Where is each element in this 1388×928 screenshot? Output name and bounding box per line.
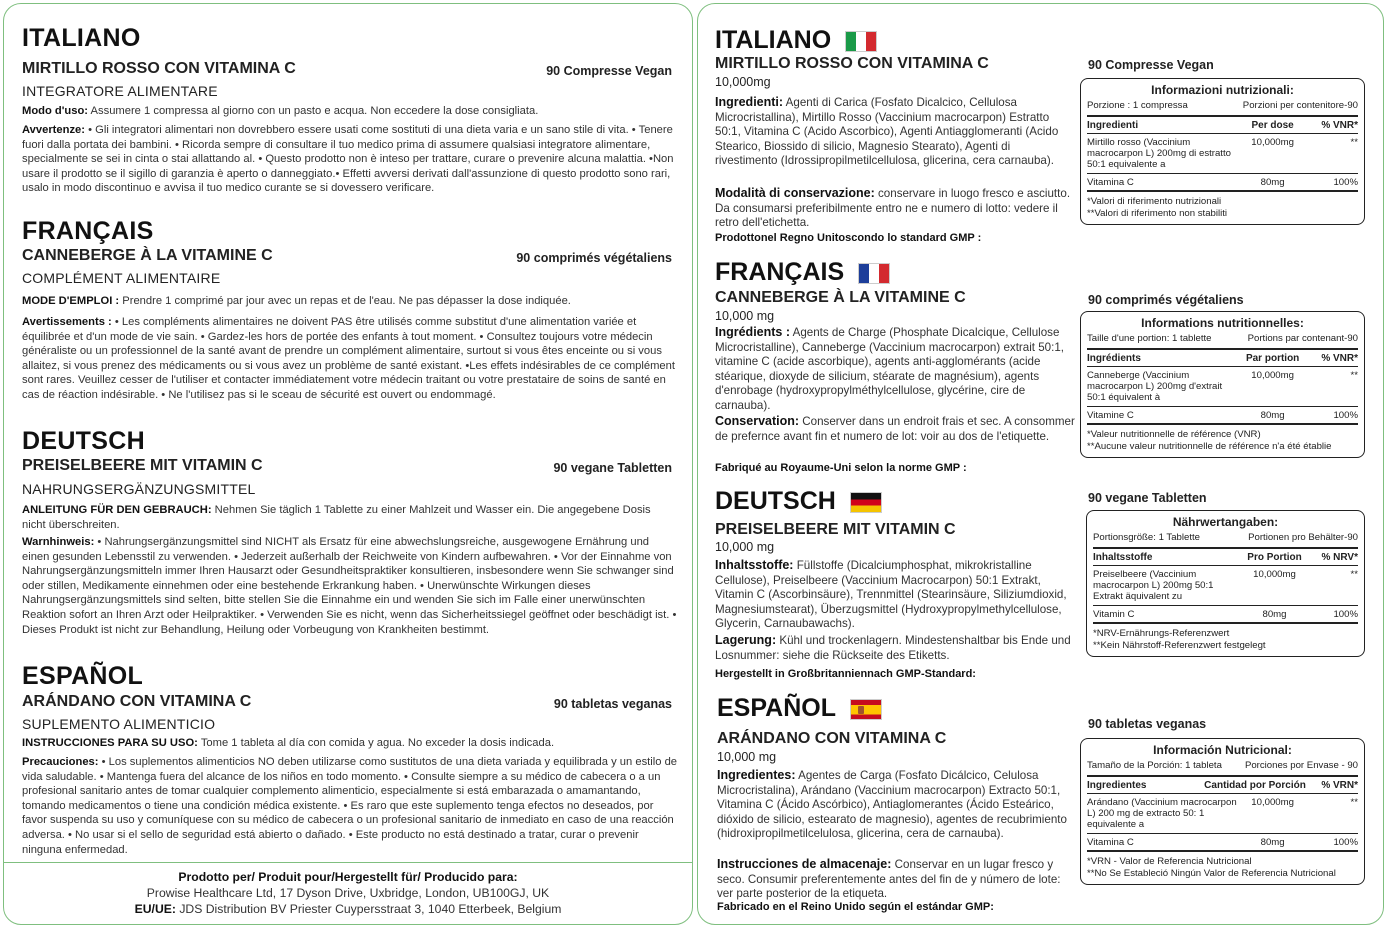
nt-r2p: 100% [1333, 177, 1358, 188]
de-usage: ANLEITUNG FÜR DEN GEBRAUCH: Nehmen Sie täglich 1 Tablette zu einer Mahlzeit und Wasser ein. Die angegebene Dosis nicht überschreiten. [22, 504, 651, 531]
nt-servings: Portions par contenant-90 [1247, 333, 1358, 344]
nt-h3: % VNR* [1321, 120, 1358, 131]
nt-serving: Tamaño de la Porción: 1 tableta [1087, 760, 1222, 771]
nt-r1: Preiselbeere (Vaccinium macrocarpon L) 200mg 50:1 Extrakt äquivalent zu [1093, 569, 1214, 602]
fr-product-name: CANNEBERGE À LA VITAMINE C [22, 247, 273, 264]
it-lang-heading: ITALIANO [22, 24, 141, 52]
r-de-count: 90 vegane Tabletten [1088, 491, 1207, 505]
r-de-dose: 10,000 mg [715, 540, 775, 554]
nt-f2: **Valori di riferimento non stabiliti [1087, 208, 1228, 219]
nt-r1v: 10,000mg [1251, 370, 1294, 381]
nt-r1p: ** [1350, 137, 1358, 148]
nt-f1: *Valeur nutritionnelle de référence (VNR) [1087, 429, 1261, 440]
nt-r1: Canneberge (Vaccinium macrocarpon L) 200mg d'extrait 50:1 équivalent à [1087, 370, 1223, 403]
r-fr-dose: 10,000 mg [715, 309, 775, 323]
r-it-dose: 10,000mg [715, 75, 771, 89]
r-fr-gmp: Fabriqué au Royaume-Uni selon la norme GMP : [715, 462, 967, 474]
nt-h3: % VNR* [1321, 353, 1358, 364]
it-nutrition-table [1080, 78, 1365, 225]
footer-eu-address: EU/UE: JDS Distribution BV Priester Cuypersstraat 3, 1040 Etterbeek, Belgium [134, 902, 562, 916]
nt-servings: Porciones por Envase - 90 [1244, 760, 1358, 771]
es-product-name: ARÁNDANO CON VITAMINA C [22, 693, 252, 710]
nt-h1: Ingredientes [1087, 780, 1147, 791]
nt-f2: **No Se Estableció Ningún Valor de Referencia Nutricional [1087, 868, 1336, 879]
nt-serving: Taille d'une portion: 1 tablette [1087, 333, 1212, 344]
nt-f1: *Valori di riferimento nutrizionali [1087, 196, 1222, 207]
nt-r2v: 80mg [1260, 177, 1285, 188]
fr-usage: MODE D'EMPLOI : Prendre 1 comprimé par jour avec un repas et de l'eau. Ne pas dépasser la dose indiquée. [22, 295, 571, 307]
r-fr-heading: FRANÇAIS [715, 258, 890, 287]
r-it-ingredients: Ingredienti: Agenti di Carica (Fosfato Dicalcico, Cellulosa Microcristallina), Mirtillo Rosso (Vaccinium macrocarpon) Estratto 50:1, Vitamina C (Acido Ascorbico), Agenti Antiagglomeranti (Acido Stearico, Biossido di silicio, Magnesio Stearato), Agenti di rivestimento (Idrossipropilmetilcellulosa, glicerina, cera carnauba). [715, 95, 1059, 168]
nt-r2v: 80mg [1262, 609, 1287, 620]
es-usage: INSTRUCCIONES PARA SU USO: Tome 1 tableta al día con comida y agua. No exceder la dosis indicada. [22, 737, 555, 749]
r-es-count: 90 tabletas veganas [1088, 717, 1207, 731]
nt-f2: **Kein Nährstoff-Referenzwert festgelegt [1093, 640, 1266, 651]
es-warnings: Precauciones: • Los suplementos alimenticios NO deben utilizarse como sustitutos de una dieta variada y equilibrada y un estilo de vida saludable. • Mantenga fuera del alcance de los niños en todo momento. • Consulte siempre a su médico de cabecera o a un profesional sanitario antes de tomar cualquier complemento alimenticio, especialmente si está embarazada o amamantando, tomando medicamentos o tiene una condición médica existente. • Es raro que este suplemento tenga efectos no deseados, por favor suspenda su uso y comuníquese con su médico de cabecera o un profesional sanitario de inmediato en caso de una reacción adversa. • No usar si el sello de seguridad está abierto o dañado. • Este producto no está destinado a tratar, curar o prevenir ninguna enfermedad. [22, 756, 678, 856]
fr-nutrition-table [1080, 311, 1365, 458]
es-category: SUPLEMENTO ALIMENTICIO [22, 716, 216, 732]
it-category: INTEGRATORE ALIMENTARE [22, 83, 218, 99]
nt-title: Información Nutricional: [1153, 743, 1292, 757]
nt-h2: Cantidad por Porción [1204, 780, 1306, 791]
nt-f1: *VRN - Valor de Referencia Nutricional [1087, 856, 1252, 867]
nt-r2p: 100% [1333, 837, 1358, 848]
nt-serving: Portionsgröße: 1 Tablette [1093, 532, 1201, 543]
nt-h3: % NRV* [1321, 552, 1358, 563]
footer-address: Prowise Healthcare Ltd, 17 Dyson Drive, Uxbridge, London, UB100GJ, UK [146, 886, 550, 900]
r-de-heading: DEUTSCH [715, 487, 882, 516]
r-it-count: 90 Compresse Vegan [1088, 58, 1214, 72]
de-nutrition-table [1086, 510, 1365, 657]
r-de-product: PREISELBEERE MIT VITAMIN C [715, 521, 956, 538]
it-count: 90 Compresse Vegan [546, 64, 672, 78]
manufacturer-footer [4, 862, 692, 924]
nt-r2: Vitamine C [1087, 410, 1134, 421]
it-warnings: Avvertenze: • Gli integratori alimentari non dovrebbero essere usati come sostituti di una dieta varia e un sano stile di vita. • Tenere fuori dalla portata dei bambini. • Ricorda sempre di consultare il tuo medico prima di assumere qualsiasi integratore alimentare, specialmente se sei in cinta o stai allattando al. • Questo prodotto non è inteso per trattare, curare o prevenire alcuna malattia. •Non usare il prodotto se il sigillo di garanzia è aperto o danneggiato.• Effetti avversi derivati dall'assunzione di questo prodotto sono rari, usalo in modo discontinuo e avvisa il tuo medico curante se si dovessero verificare. [22, 124, 674, 195]
r-fr-product: CANNEBERGE À LA VITAMINE C [715, 289, 966, 306]
fr-count: 90 comprimés végétaliens [516, 251, 672, 265]
nt-r2v: 80mg [1260, 837, 1285, 848]
flag-spain-icon [850, 699, 882, 720]
flag-france-icon [858, 263, 890, 284]
nt-r2: Vitamina C [1087, 837, 1134, 848]
r-it-heading: ITALIANO [715, 26, 877, 55]
r-es-storage: Instrucciones de almacenaje: Conservar en un lugar fresco y seco. Consumir preferentemente antes del fin de y número de lote: ver parte posterior de la etiqueta. [717, 857, 1061, 901]
nt-h2: Per dose [1251, 120, 1294, 131]
nt-h1: Ingrédients [1087, 353, 1141, 364]
r-es-product: ARÁNDANO CON VITAMINA C [717, 730, 947, 747]
de-lang-heading: DEUTSCH [22, 427, 145, 455]
nt-r1p: ** [1350, 370, 1358, 381]
nt-f2: **Aucune valeur nutritionnelle de référence n'a été établie [1087, 441, 1332, 452]
nt-h1: Inhaltsstoffe [1093, 552, 1153, 563]
nt-r2: Vitamin C [1093, 609, 1135, 620]
r-de-gmp: Hergestellt in Großbritanniennach GMP-Standard: [715, 668, 976, 680]
nt-r2v: 80mg [1260, 410, 1285, 421]
nt-r1v: 10,000mg [1253, 569, 1296, 580]
nt-r1v: 10,000mg [1251, 137, 1294, 148]
nt-r2p: 100% [1333, 410, 1358, 421]
de-count: 90 vegane Tabletten [553, 461, 672, 475]
flag-italy-icon [845, 31, 877, 52]
nt-r1p: ** [1350, 569, 1358, 580]
footer-made-for: Prodotto per/ Produit pour/Hergestellt für/ Producido para: [178, 870, 518, 884]
nt-r1: Arándano (Vaccinium macrocarpon L) 200 mg de extracto 50: 1 equivalente a [1087, 797, 1237, 830]
it-usage: Modo d'uso: Assumere 1 compressa al giorno con un pasto e acqua. Non eccedere la dose consigliata. [22, 105, 539, 117]
fr-category: COMPLÉMENT ALIMENTAIRE [22, 270, 221, 286]
nt-title: Informations nutritionnelles: [1141, 316, 1304, 330]
nt-f1: *NRV-Ernährungs-Referenzwert [1093, 628, 1230, 639]
r-de-ingredients: Inhaltsstoffe: Füllstoffe (Dicalciumphosphat, mikrokristalline Cellulose), Preiselbeere (Vaccinium Macrocarpon) 50:1 Extrakt, Vitamin C (Ascorbinsäure), Trennmittel (Stearinsäure, Siliziumdioxid, Magnesiumstearat), Überzugsmittel (Hydroxypropylmethylcellulose, Glycerin, Carnaubawachs). [715, 558, 1067, 631]
de-warnings: Warnhinweis: • Nahrungsergänzungsmittel sind NICHT als Ersatz für eine abwechslungsreiche, ausgewogene Ernährung und einen gesunden Lebensstil zu verwenden. • Jederzeit außerhalb der Reichweite von Kindern aufbewahren. • Vor der Einnahme von Nahrungsergänzungsmitteln immer Ihren Hausarzt oder Gesundheitspraktiker konsultieren, insbesondere wenn Sie schwanger sind oder stillen, Medikamente einnehmen oder eine bestehende Erkrankung haben. • Unerwünschte Wirkungen dieses Nahrungsergänzungsmittels sind selten, bitte stellen Sie die Einnahme ein und wenden Sie sich im Falle einer unerwünschten Reaktion sofort an Ihren Arzt oder Heilpraktiker. • Verwenden Sie es nicht, wenn das Sicherheitssiegel geöffnet oder beschädigt ist. • Dieses Produkt ist nicht zur Behandlung, Heilung oder Vorbeugung von Krankheiten bestimmt. [22, 536, 677, 636]
de-category: NAHRUNGSERGÄNZUNGSMITTEL [22, 481, 256, 497]
nt-h2: Par portion [1245, 353, 1300, 364]
r-es-gmp: Fabricado en el Reino Unido según el estándar GMP: [717, 901, 994, 913]
r-fr-ingredients: Ingrédients : Agents de Charge (Phosphate Dicalcique, Cellulose Microcristalline), Canneberge (Vaccinium macrocarpon) extrait 50:1, vitamine C (acide ascorbique), agents anti-agglomérants (acide stéarique, dioxyde de silicium, stéarate de magnésium), agents d'enrobage (hydroxypropylméthylcellulose, glycérine, cire de carnauba). [715, 325, 1065, 412]
r-it-storage: Modalità di conservazione: conservare in luogo fresco e asciutto. Da consumarsi preferibilmente entro ne e numero di lotto: vedere il retro dell'etichetta. [715, 186, 1071, 230]
de-product-name: PREISELBEERE MIT VITAMIN C [22, 457, 263, 474]
fr-warnings: Avertissements : • Les compléments alimentaires ne doivent PAS être utilisés comme substitut d'une alimentation variée et équilibrée et d'un mode de vie sain. • Gardez-les hors de portée des enfants à tout moment. • Consultez toujours votre médecin généraliste ou un professionnel de la santé avant de prendre un complément alimentaire, surtout si vous êtes enceinte ou si vous allaitez, si vous prenez des médicaments ou si vous avez un problème de santé existant. •Les effets indésirables de ce complément sont rares. Veuillez cesser de l'utiliser et contacter immédiatement votre médecin traitant ou votre prestataire de soins de santé en cas de réaction indésirable. • Ne l'utilisez pas si le sceau de sécurité est ouvert ou endommagé. [22, 316, 675, 401]
fr-lang-heading: FRANÇAIS [22, 217, 154, 245]
r-es-heading: ESPAÑOL [717, 694, 882, 723]
nt-r1v: 10,000mg [1251, 797, 1294, 808]
es-lang-heading: ESPAÑOL [22, 662, 144, 690]
nt-h3: % VRN* [1321, 780, 1358, 791]
r-fr-storage: Conservation: Conserver dans un endroit frais et sec. A consommer de prefernce avant fin et numero de lot: voir au dos de l'etiquette. [715, 414, 1075, 443]
r-it-gmp: Prodottonel Regno Unitoscondo lo standard GMP : [715, 232, 982, 244]
nt-r2p: 100% [1333, 609, 1358, 620]
nt-serving: Porzione : 1 compressa [1087, 100, 1188, 111]
r-de-storage: Lagerung: Kühl und trockenlagern. Mindestenshaltbar bis Ende und Losnummer: siehe die Rückseite des Etiketts. [715, 633, 1071, 662]
es-count: 90 tabletas veganas [553, 697, 672, 711]
es-nutrition-table [1080, 738, 1365, 885]
nt-r2: Vitamina C [1087, 177, 1134, 188]
nt-r1: Mirtillo rosso (Vaccinium macrocarpon L) 200mg di estratto 50:1 equivalente a [1087, 137, 1231, 170]
r-es-dose: 10,000 mg [717, 750, 777, 764]
right-label-panel [697, 3, 1384, 925]
nt-servings: Portionen pro Behälter-90 [1248, 532, 1358, 543]
flag-germany-icon [850, 492, 882, 513]
r-it-product: MIRTILLO ROSSO CON VITAMINA C [715, 55, 989, 72]
nt-h2: Pro Portion [1247, 552, 1302, 563]
left-label-panel [3, 3, 693, 925]
nt-title: Informazioni nutrizionali: [1151, 83, 1294, 97]
it-product-name: MIRTILLO ROSSO CON VITAMINA C [22, 60, 296, 77]
r-es-ingredients: Ingredientes: Agentes de Carga (Fosfato Dicálcico, Celulosa Microcristalina), Arándano (Vaccinium macrocarpon) Extracto 50:1, Vitamina C (Ácido Ascórbico), Antiaglomerantes (Ácido Esteárico, dióxido de silicio, estearato de magnesio), agentes de recubrimiento (hidroxipropilmetilcelulosa, glicerina, cera de carnauba). [717, 768, 1067, 841]
nt-title: Nährwertangaben: [1172, 515, 1279, 529]
nt-r1p: ** [1350, 797, 1358, 808]
nt-h1: Ingredienti [1087, 120, 1139, 131]
r-fr-count: 90 comprimés végétaliens [1088, 293, 1244, 307]
nt-servings: Porzioni per contenitore-90 [1242, 100, 1358, 111]
